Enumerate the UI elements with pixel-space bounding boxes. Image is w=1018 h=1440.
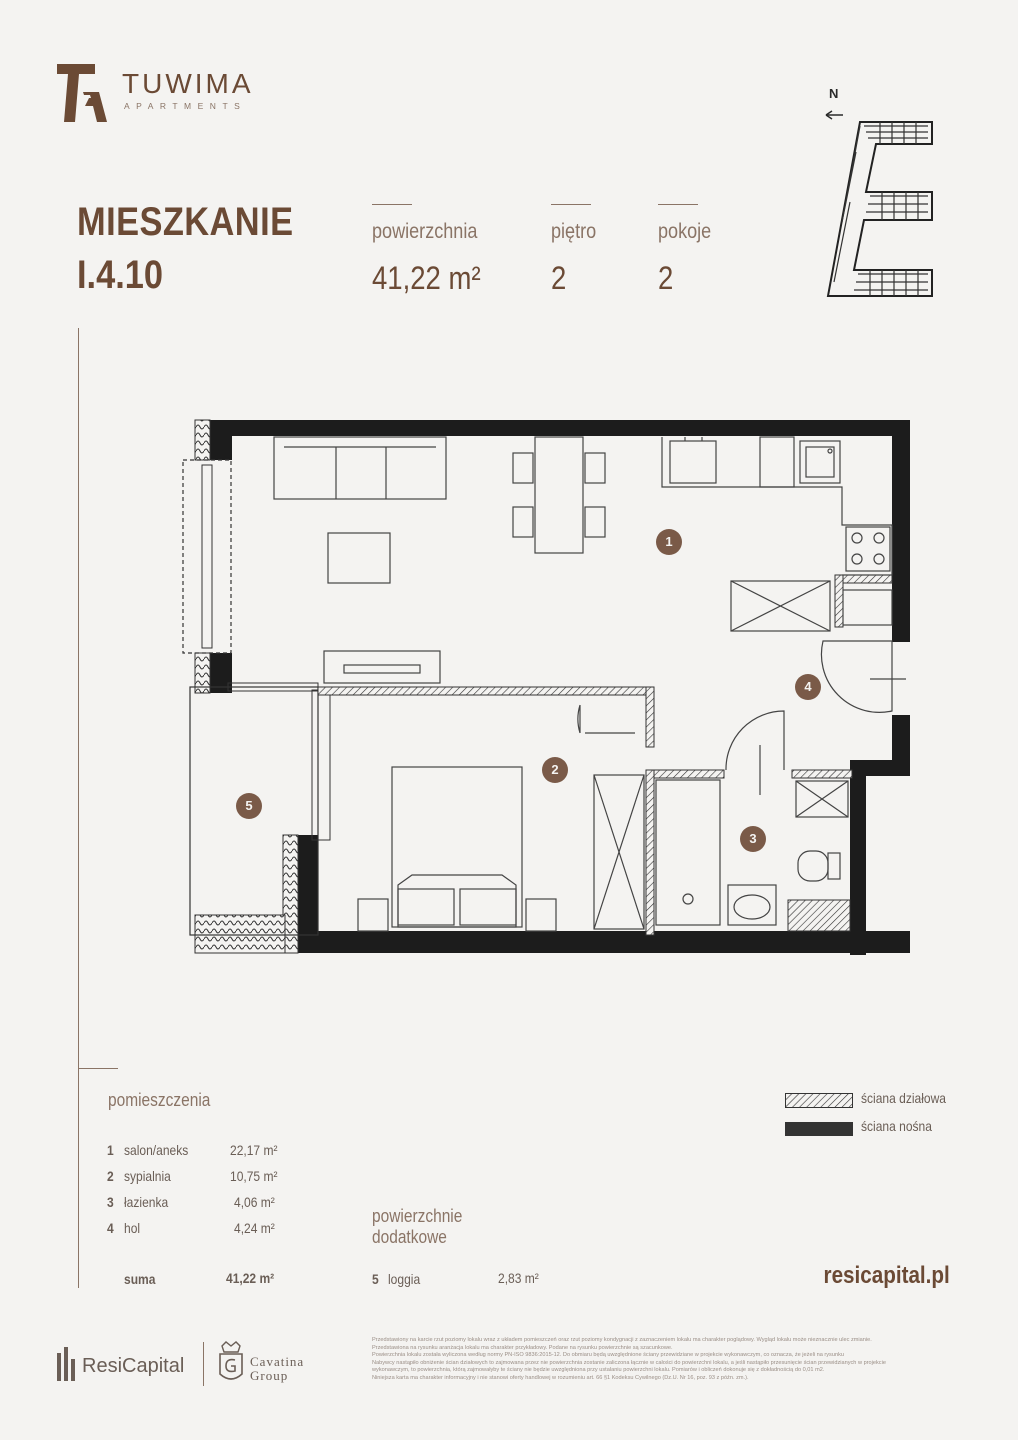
- resicapital-logo-text: ResiCapital: [82, 1355, 185, 1377]
- brand-tagline: APARTMENTS: [124, 101, 247, 111]
- disclaimer-line: Powierzchnia lokalu została wyliczona według normy PN-ISO 9836:2015-12. Do obmiaru będą uwzględnione ściany przewidziane w projekcie wykonawczym, co oznacza, że jeżeli na rysunku: [372, 1352, 844, 1359]
- load-bearing-wall-swatch: [785, 1122, 853, 1136]
- cavatina-logo-icon: [218, 1340, 244, 1386]
- disclaimer-line: Przedstawiona na rysunku aranżacja lokalu ma charakter przykładowy. Podane na rysunku powierzchnie są szacunkowe.: [372, 1344, 673, 1351]
- stat-label-area: powierzchnia: [372, 220, 478, 243]
- stat-value-area: 41,22 m²: [372, 260, 481, 296]
- extra-area: 2,83 m²: [498, 1270, 539, 1286]
- partition-wall-label: ściana działowa: [861, 1090, 947, 1106]
- apartment-title: MIESZKANIE: [77, 200, 294, 244]
- room-number: 2: [107, 1168, 114, 1184]
- room-number: 3: [107, 1194, 114, 1210]
- rooms-sum-label: suma: [124, 1271, 156, 1287]
- room-marker-2: 2: [542, 757, 568, 783]
- disclaimer-line: wykonawczym, to powierzchnia, którą zajmowałyby te ściany nie będzie uwzględniona przy ustalaniu powierzchni lokalu. Pomiarów i obliczeń dokonuje się z dokładnością do 0,01 m2.: [372, 1367, 825, 1374]
- room-name: salon/aneks: [124, 1142, 189, 1158]
- extra-heading-line1: powierzchnie: [372, 1206, 463, 1226]
- room-marker-5: 5: [236, 793, 262, 819]
- stat-label-rooms: pokoje: [658, 220, 712, 243]
- building-key-plan-icon: [820, 112, 945, 302]
- room-area: 4,06 m²: [234, 1194, 275, 1210]
- stat-divider: [372, 204, 412, 205]
- disclaimer-line: Nabywcy nastąpiło obniżenie ścian działowych to zajmowana przez nie powierzchnia zostanie zaliczona łącznie w całości do powierzchni lokalu, a jeśli nastąpiło przesunięcie ścian przewidzianych w projekcie: [372, 1359, 886, 1366]
- extra-heading-line2: dodatkowe: [372, 1227, 447, 1247]
- room-name: hol: [124, 1220, 141, 1236]
- rooms-sum-value: 41,22 m²: [226, 1270, 275, 1286]
- room-name: łazienka: [124, 1194, 169, 1210]
- load-bearing-wall-label: ściana nośna: [861, 1118, 932, 1134]
- legend-divider: [78, 1068, 118, 1069]
- room-number: 1: [107, 1142, 114, 1158]
- partition-wall-swatch-icon: [785, 1093, 853, 1109]
- footer-divider: [203, 1342, 204, 1386]
- room-name: sypialnia: [124, 1168, 171, 1184]
- extra-name: loggia: [388, 1271, 421, 1287]
- disclaimer-line: Niniejsza karta ma charakter informacyjny i nie stanowi oferty handlowej w rozumieniu art. 66 §1 Kodeksu Cywilnego (Dz.U. Nr 16, poz. 93 z późn. zm.).: [372, 1374, 749, 1381]
- stat-value-floor: 2: [551, 260, 567, 296]
- cavatina-logo-text-1: Cavatina: [250, 1354, 305, 1369]
- stat-label-floor: piętro: [551, 220, 597, 243]
- room-area: 10,75 m²: [230, 1168, 278, 1184]
- left-rule: [78, 328, 79, 1288]
- room-area: 22,17 m²: [230, 1142, 278, 1158]
- disclaimer-line: Przedstawiony na karcie rzut poziomy lokalu wraz z układem pomieszczeń oraz rzut poziomy kondygnacji z zaznaczeniem lokalu ma charakter poglądowy. Wygląd lokalu może nieznacznie ulec zmianie.: [372, 1337, 872, 1343]
- brand-name: TUWIMA: [122, 68, 254, 99]
- stat-value-rooms: 2: [658, 260, 674, 296]
- room-area: 4,24 m²: [234, 1220, 275, 1236]
- rooms-heading: pomieszczenia: [108, 1090, 211, 1110]
- room-marker-3: 3: [740, 826, 766, 852]
- room-marker-4: 4: [795, 674, 821, 700]
- extra-number: 5: [372, 1271, 379, 1287]
- tuwima-logo-icon: [55, 62, 111, 124]
- cavatina-logo-text-2: Group: [250, 1368, 289, 1383]
- stat-divider: [658, 204, 698, 205]
- apartment-code: I.4.10: [77, 253, 164, 297]
- disclaimer: [372, 1337, 972, 1383]
- room-marker-1: 1: [656, 529, 682, 555]
- stat-divider: [551, 204, 591, 205]
- website-link[interactable]: resicapital.pl: [823, 1262, 950, 1289]
- room-number: 4: [107, 1220, 114, 1236]
- resicapital-logo-icon: [56, 1345, 78, 1383]
- compass-north-label: N: [829, 86, 839, 101]
